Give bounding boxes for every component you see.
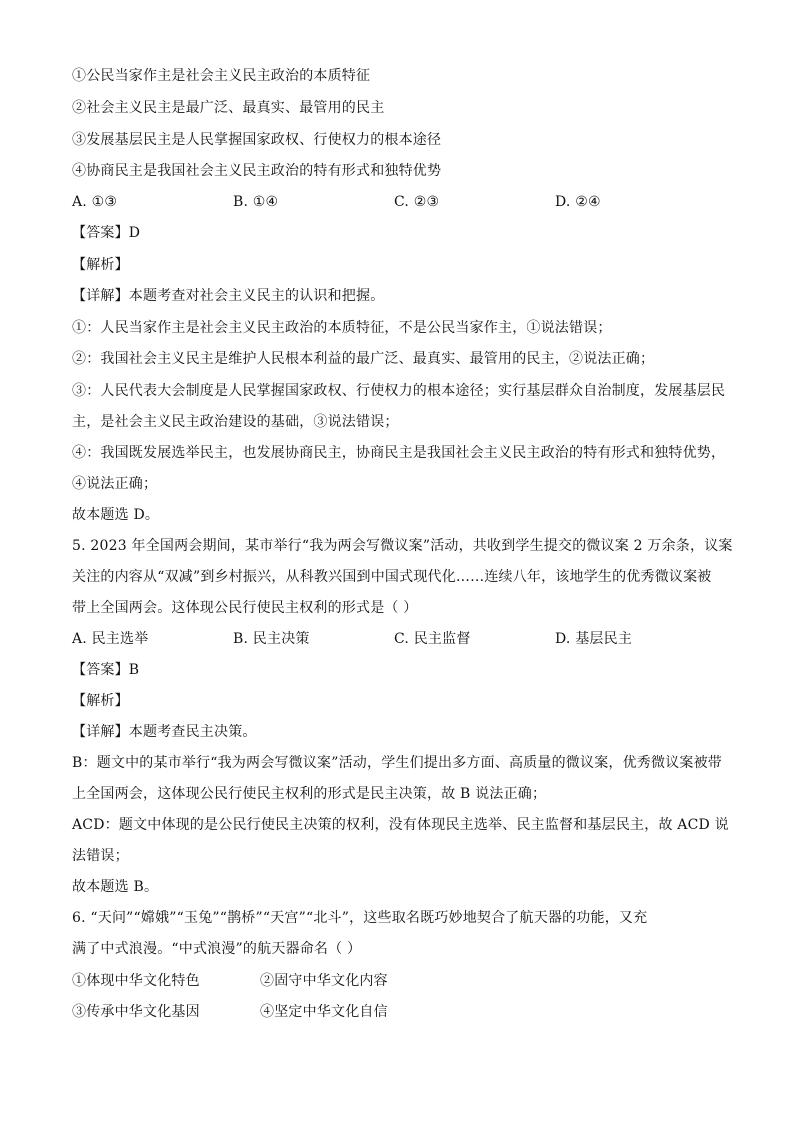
q4-options (72, 192, 722, 212)
q6-options-row-1 (72, 971, 722, 991)
statement-4: ④协商民主是我国社会主义民主政治的特有形式和独特优势 (72, 163, 442, 179)
q5-option-a: A. 民主选举 (72, 631, 149, 647)
q4-analysis-label: 【解析】 (72, 257, 129, 273)
q6-statement-3: ③传承中华文化基因 (72, 1004, 200, 1020)
q4-conclusion: 故本题选 D。 (72, 507, 160, 523)
q5-option-b: B. 民主决策 (233, 631, 310, 647)
q4-option-c: C. ②③ (394, 194, 440, 210)
q4-detail-line: 主，是社会主义民主政治建设的基础，③说法错误； (72, 414, 399, 430)
q4-detail-line: 【详解】本题考查对社会主义民主的认识和把握。 (72, 288, 385, 304)
q5-stem-line: 关注的内容从“双减”到乡村振兴，从科教兴国到中国式现代化……连续八年，该地学生的优秀微议案被 (72, 569, 712, 585)
q6-statement-4: ④坚定中华文化自信 (260, 1004, 388, 1020)
q4-detail-line: ③：人民代表大会制度是人民掌握国家政权、行使权力的根本途径；实行基层群众自治制度，发展基层民 (72, 383, 726, 399)
q5-detail-line: ACD：题文中体现的是公民行使民主决策的权利，没有体现民主选举、民主监督和基层民主，故 ACD 说 (72, 817, 729, 833)
statement-1: ①公民当家作主是社会主义民主政治的本质特征 (72, 68, 371, 84)
q5-stem-line: 5. 2023 年全国两会期间，某市举行“我为两会写微议案”活动，共收到学生提交的微议案 2 万余条，议案 (72, 538, 733, 554)
q4-detail-line: ①：人民当家作主是社会主义民主政治的本质特征，不是公民当家作主，①说法错误； (72, 320, 612, 336)
statement-3: ③发展基层民主是人民掌握国家政权、行使权力的根本途径 (72, 132, 442, 148)
q5-option-d: D. 基层民主 (555, 631, 633, 647)
q5-detail-line: 上全国两会，这体现公民行使民主权利的形式是民主决策，故 B 说法正确； (72, 786, 547, 802)
q6-statement-1: ①体现中华文化特色 (72, 973, 200, 989)
q5-analysis-label: 【解析】 (72, 693, 129, 709)
q4-detail-line: ②：我国社会主义民主是维护人民根本利益的最广泛、最真实、最管用的民主，②说法正确； (72, 351, 655, 367)
q4-answer: 【答案】D (72, 225, 141, 241)
q5-detail-line: B：题文中的某市举行“我为两会写微议案”活动，学生们提出多方面、高质量的微议案，优秀微议案被带 (72, 755, 722, 771)
q6-stem-line: 满了中式浪漫。“中式浪漫”的航天器命名（ ） (72, 941, 362, 957)
q6-options-row-2 (72, 1002, 722, 1022)
q6-statement-2: ②固守中华文化内容 (260, 973, 388, 989)
statement-2: ②社会主义民主是最广泛、最真实、最管用的民主 (72, 100, 385, 116)
q4-detail-line: ④：我国既发展选举民主，也发展协商民主，协商民主是我国社会主义民主政治的特有形式和独特优势， (72, 445, 726, 461)
q5-conclusion: 故本题选 B。 (72, 879, 159, 895)
q5-detail-line: 【详解】本题考查民主决策。 (72, 724, 257, 740)
q5-option-c: C. 民主监督 (394, 631, 471, 647)
q5-answer: 【答案】B (72, 662, 140, 678)
q4-option-a: A. ①③ (72, 194, 118, 210)
q5-detail-line: 法错误； (72, 848, 129, 864)
q4-option-b: B. ①④ (233, 194, 279, 210)
q5-options (72, 629, 722, 649)
q5-stem-line: 带上全国两会。这体现公民行使民主权利的形式是（ ） (72, 600, 418, 616)
q4-option-d: D. ②④ (555, 194, 601, 210)
q6-stem-line: 6. “天问”“嫦娥”“玉兔”“鹊桥”“天宫”“北斗”，这些取名既巧妙地契合了航天器的功能，又充 (72, 910, 648, 926)
q4-detail-line: ④说法正确； (72, 476, 158, 492)
